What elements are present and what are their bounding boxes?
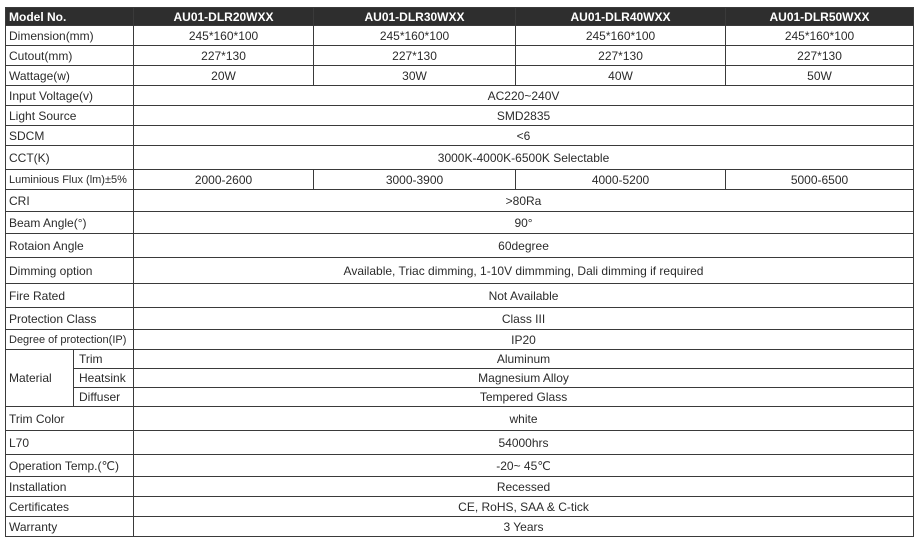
table-row (6, 258, 914, 284)
cell-value: Class III (134, 308, 914, 330)
row-label: Degree of protection(IP) (6, 330, 134, 350)
row-label: Rotaion Angle (6, 234, 134, 258)
header-model: AU01-DLR50WXX (726, 8, 914, 26)
cell-value: Magnesium Alloy (134, 369, 914, 388)
row-label: Fire Rated (6, 284, 134, 308)
table-row (6, 407, 914, 431)
row-label: CRI (6, 190, 134, 212)
cell-value: 227*130 (726, 46, 914, 66)
table-row (6, 284, 914, 308)
cell-value: 245*160*100 (726, 26, 914, 46)
cell-value: Recessed (134, 477, 914, 497)
cell-value: SMD2835 (134, 106, 914, 126)
row-label: SDCM (6, 126, 134, 146)
table-row (6, 26, 914, 46)
row-label: L70 (6, 431, 134, 455)
cell-value: 4000-5200 (516, 170, 726, 190)
cell-value: >80Ra (134, 190, 914, 212)
cell-value: CE, RoHS, SAA & C-tick (134, 497, 914, 517)
header-row (6, 8, 914, 26)
row-label: Beam Angle(°) (6, 212, 134, 234)
header-model: AU01-DLR20WXX (134, 8, 314, 26)
table-row (6, 517, 914, 537)
table-row (6, 330, 914, 350)
table-row (6, 497, 914, 517)
cell-value: 245*160*100 (314, 26, 516, 46)
cell-value: 3000-3900 (314, 170, 516, 190)
cell-value: 40W (516, 66, 726, 86)
table-row (6, 308, 914, 330)
cell-value: white (134, 407, 914, 431)
spec-table (5, 7, 914, 537)
table-row (6, 126, 914, 146)
table-row (6, 106, 914, 126)
cell-value: 2000-2600 (134, 170, 314, 190)
cell-value: Tempered Glass (134, 388, 914, 407)
material-part: Heatsink (74, 369, 134, 388)
table-row (6, 234, 914, 258)
row-label: Wattage(w) (6, 66, 134, 86)
cell-value: Not Available (134, 284, 914, 308)
row-label: Trim Color (6, 407, 134, 431)
cell-value: Aluminum (134, 350, 914, 369)
table-row (6, 350, 914, 369)
table-row (6, 477, 914, 497)
row-label: CCT(K) (6, 146, 134, 170)
header-model: AU01-DLR30WXX (314, 8, 516, 26)
table-row (6, 431, 914, 455)
cell-value: 245*160*100 (516, 26, 726, 46)
row-label: Luminious Flux (lm)±5% (6, 170, 134, 190)
table-row (6, 46, 914, 66)
cell-value: 227*130 (314, 46, 516, 66)
row-label: Warranty (6, 517, 134, 537)
table-row (6, 212, 914, 234)
row-label: Installation (6, 477, 134, 497)
cell-value: 54000hrs (134, 431, 914, 455)
cell-value: 20W (134, 66, 314, 86)
row-label: Input Voltage(v) (6, 86, 134, 106)
row-label: Dimming option (6, 258, 134, 284)
row-label-material: Material (6, 350, 74, 407)
cell-value: 3 Years (134, 517, 914, 537)
cell-value: -20~ 45℃ (134, 455, 914, 477)
cell-value: 5000-6500 (726, 170, 914, 190)
table-row (6, 170, 914, 190)
material-part: Diffuser (74, 388, 134, 407)
header-model-no: Model No. (6, 8, 134, 26)
cell-value: 30W (314, 66, 516, 86)
cell-value: Available, Triac dimming, 1-10V dimmming, Dali dimming if required (134, 258, 914, 284)
cell-value: 227*130 (134, 46, 314, 66)
table-row (6, 388, 914, 407)
row-label: Certificates (6, 497, 134, 517)
cell-value: 50W (726, 66, 914, 86)
cell-value: 245*160*100 (134, 26, 314, 46)
row-label: Cutout(mm) (6, 46, 134, 66)
material-part: Trim (74, 350, 134, 369)
table-row (6, 369, 914, 388)
table-row (6, 66, 914, 86)
cell-value: 227*130 (516, 46, 726, 66)
row-label: Protection Class (6, 308, 134, 330)
table-row (6, 146, 914, 170)
cell-value: 3000K-4000K-6500K Selectable (134, 146, 914, 170)
row-label: Operation Temp.(℃) (6, 455, 134, 477)
cell-value: <6 (134, 126, 914, 146)
cell-value: AC220~240V (134, 86, 914, 106)
table-row (6, 86, 914, 106)
table-row (6, 455, 914, 477)
row-label: Dimension(mm) (6, 26, 134, 46)
cell-value: 90° (134, 212, 914, 234)
cell-value: IP20 (134, 330, 914, 350)
row-label: Light Source (6, 106, 134, 126)
header-model: AU01-DLR40WXX (516, 8, 726, 26)
table-row (6, 190, 914, 212)
cell-value: 60degree (134, 234, 914, 258)
